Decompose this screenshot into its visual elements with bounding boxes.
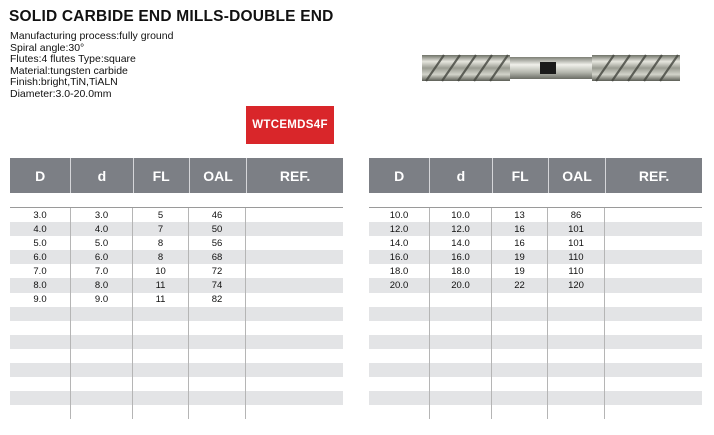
column-header-oal: OAL	[549, 158, 606, 193]
cell-oal: 110	[548, 250, 605, 264]
table-row	[10, 222, 343, 236]
table-row	[369, 321, 702, 335]
cell-oal: 101	[548, 222, 605, 236]
cell-oal: 72	[189, 264, 246, 278]
cell-d	[369, 405, 430, 419]
cell-d	[369, 293, 430, 307]
cell-ref	[246, 208, 343, 222]
table-row	[10, 377, 343, 391]
cell-ref	[605, 293, 702, 307]
spec-finish: Finish:bright,TiN,TiALN	[10, 76, 118, 89]
table-row	[10, 250, 343, 264]
column-header-oal: OAL	[190, 158, 247, 193]
cell-shank	[71, 321, 133, 335]
cell-shank	[430, 349, 492, 363]
size-table-right	[369, 158, 702, 419]
spec-flutes: Flutes:4 flutes Type:square	[10, 53, 136, 66]
cell-shank: 18.0	[430, 264, 492, 278]
cell-d	[10, 391, 71, 405]
cell-oal: 120	[548, 278, 605, 292]
cell-ref	[246, 363, 343, 377]
table-row	[369, 335, 702, 349]
table-row	[369, 363, 702, 377]
cell-d: 20.0	[369, 278, 430, 292]
cell-shank: 12.0	[430, 222, 492, 236]
cell-d: 3.0	[10, 208, 71, 222]
double-end-mill-icon	[420, 50, 682, 86]
spec-spiral: Spiral angle:30°	[10, 41, 85, 54]
page-title: SOLID CARBIDE END MILLS-DOUBLE END	[9, 8, 334, 25]
cell-oal	[189, 391, 246, 405]
cell-fl: 11	[133, 278, 189, 292]
cell-ref	[246, 222, 343, 236]
cell-fl: 16	[492, 236, 548, 250]
cell-ref	[246, 278, 343, 292]
cell-d	[10, 335, 71, 349]
cell-fl: 7	[133, 222, 189, 236]
cell-ref	[246, 335, 343, 349]
cell-ref	[605, 307, 702, 321]
cell-ref	[605, 278, 702, 292]
cell-oal: 86	[548, 208, 605, 222]
cell-ref	[246, 264, 343, 278]
cell-d	[10, 405, 71, 419]
table-row	[10, 293, 343, 307]
cell-fl	[492, 391, 548, 405]
cell-fl: 16	[492, 222, 548, 236]
cell-ref	[605, 335, 702, 349]
table-row	[369, 250, 702, 264]
cell-oal	[548, 335, 605, 349]
table-row	[10, 236, 343, 250]
cell-shank	[430, 293, 492, 307]
cell-fl: 8	[133, 250, 189, 264]
cell-shank	[430, 321, 492, 335]
cell-ref	[246, 307, 343, 321]
cell-d	[369, 349, 430, 363]
cell-ref	[605, 236, 702, 250]
cell-fl: 19	[492, 250, 548, 264]
cell-oal	[189, 349, 246, 363]
cell-fl	[492, 377, 548, 391]
cell-oal	[548, 321, 605, 335]
cell-ref	[605, 349, 702, 363]
cell-fl	[492, 293, 548, 307]
cell-oal	[548, 293, 605, 307]
cell-d	[369, 307, 430, 321]
cell-fl: 13	[492, 208, 548, 222]
cell-d	[369, 363, 430, 377]
cell-shank: 3.0	[71, 208, 133, 222]
cell-fl	[133, 321, 189, 335]
cell-fl	[133, 377, 189, 391]
cell-fl: 19	[492, 264, 548, 278]
cell-shank	[430, 405, 492, 419]
cell-fl: 22	[492, 278, 548, 292]
cell-shank	[71, 363, 133, 377]
cell-fl	[492, 405, 548, 419]
cell-oal: 56	[189, 236, 246, 250]
cell-ref	[605, 321, 702, 335]
cell-oal	[189, 321, 246, 335]
cell-oal: 68	[189, 250, 246, 264]
table-row	[369, 391, 702, 405]
cell-d	[369, 335, 430, 349]
table-row	[10, 405, 343, 419]
table-row	[10, 208, 343, 222]
column-header-fl: FL	[134, 158, 190, 193]
cell-fl	[133, 405, 189, 419]
cell-ref	[605, 250, 702, 264]
cell-d	[10, 377, 71, 391]
cell-d	[10, 349, 71, 363]
cell-oal: 74	[189, 278, 246, 292]
table-row	[369, 293, 702, 307]
cell-shank	[71, 335, 133, 349]
table-row	[369, 222, 702, 236]
cell-shank	[430, 363, 492, 377]
cell-fl	[492, 307, 548, 321]
cell-ref	[246, 250, 343, 264]
column-header-d-shank: d	[430, 158, 492, 193]
table-row	[369, 264, 702, 278]
column-header-d-shank: d	[71, 158, 133, 193]
table-row	[369, 208, 702, 222]
cell-fl: 8	[133, 236, 189, 250]
cell-fl: 5	[133, 208, 189, 222]
table-row	[10, 321, 343, 335]
table-row	[10, 264, 343, 278]
cell-ref	[246, 391, 343, 405]
column-header-d-major: D	[10, 158, 71, 193]
cell-oal	[548, 377, 605, 391]
cell-shank: 7.0	[71, 264, 133, 278]
table-header	[10, 158, 343, 193]
cell-oal	[548, 307, 605, 321]
cell-ref	[605, 391, 702, 405]
cell-shank	[71, 405, 133, 419]
cell-oal	[189, 405, 246, 419]
cell-d: 8.0	[10, 278, 71, 292]
cell-d: 7.0	[10, 264, 71, 278]
cell-ref	[605, 208, 702, 222]
cell-oal	[189, 335, 246, 349]
cell-ref	[246, 377, 343, 391]
cell-shank: 10.0	[430, 208, 492, 222]
cell-d	[369, 321, 430, 335]
cell-oal: 82	[189, 293, 246, 307]
cell-oal: 110	[548, 264, 605, 278]
cell-oal	[548, 405, 605, 419]
cell-ref	[605, 405, 702, 419]
spec-process: Manufacturing process:fully ground	[10, 30, 174, 42]
cell-d: 9.0	[10, 293, 71, 307]
cell-fl: 11	[133, 293, 189, 307]
table-row	[369, 236, 702, 250]
cell-shank: 4.0	[71, 222, 133, 236]
cell-oal: 101	[548, 236, 605, 250]
cell-ref	[246, 321, 343, 335]
cell-shank	[71, 307, 133, 321]
table-row	[10, 335, 343, 349]
cell-shank: 5.0	[71, 236, 133, 250]
cell-ref	[605, 264, 702, 278]
cell-fl: 10	[133, 264, 189, 278]
cell-oal	[548, 363, 605, 377]
cell-shank: 14.0	[430, 236, 492, 250]
column-header-d-major: D	[369, 158, 430, 193]
cell-d	[369, 377, 430, 391]
cell-shank	[430, 335, 492, 349]
cell-d	[10, 321, 71, 335]
cell-oal	[189, 363, 246, 377]
cell-shank	[430, 391, 492, 405]
table-row	[10, 391, 343, 405]
cell-d: 12.0	[369, 222, 430, 236]
cell-d	[10, 307, 71, 321]
cell-fl	[133, 307, 189, 321]
cell-ref	[246, 293, 343, 307]
spec-diameter: Diameter:3.0-20.0mm	[10, 87, 112, 100]
column-header-ref: REF.	[638, 167, 670, 184]
spec-material: Material:tungsten carbide	[10, 64, 128, 77]
cell-d: 16.0	[369, 250, 430, 264]
cell-fl	[492, 335, 548, 349]
cell-oal: 50	[189, 222, 246, 236]
table-body	[10, 207, 343, 419]
table-row	[369, 278, 702, 292]
cell-d: 10.0	[369, 208, 430, 222]
cell-ref	[605, 363, 702, 377]
table-row	[10, 307, 343, 321]
cell-d	[10, 363, 71, 377]
product-code-badge: WTCEMDS4F	[246, 106, 334, 144]
table-row	[369, 377, 702, 391]
cell-shank: 9.0	[71, 293, 133, 307]
cell-shank: 6.0	[71, 250, 133, 264]
cell-d: 18.0	[369, 264, 430, 278]
cell-fl	[133, 391, 189, 405]
size-table-left	[10, 158, 343, 419]
cell-shank	[430, 377, 492, 391]
cell-ref	[605, 377, 702, 391]
cell-fl	[492, 321, 548, 335]
cell-fl	[133, 335, 189, 349]
cell-ref	[605, 222, 702, 236]
cell-ref	[246, 236, 343, 250]
cell-d	[369, 391, 430, 405]
table-row	[10, 363, 343, 377]
cell-oal	[189, 377, 246, 391]
cell-oal	[548, 349, 605, 363]
cell-fl	[133, 363, 189, 377]
cell-shank	[71, 349, 133, 363]
cell-shank: 8.0	[71, 278, 133, 292]
table-row	[369, 349, 702, 363]
cell-shank	[71, 391, 133, 405]
cell-fl	[492, 349, 548, 363]
cell-d: 4.0	[10, 222, 71, 236]
cell-oal	[189, 307, 246, 321]
cell-fl	[492, 363, 548, 377]
cell-oal	[548, 391, 605, 405]
cell-shank: 20.0	[430, 278, 492, 292]
table-row	[369, 307, 702, 321]
table-row	[10, 278, 343, 292]
cell-d: 14.0	[369, 236, 430, 250]
table-row	[369, 405, 702, 419]
column-header-fl: FL	[493, 158, 549, 193]
cell-shank	[71, 377, 133, 391]
cell-d: 6.0	[10, 250, 71, 264]
cell-fl	[133, 349, 189, 363]
column-header-ref: REF.	[279, 167, 311, 184]
cell-d: 5.0	[10, 236, 71, 250]
cell-ref	[246, 349, 343, 363]
cell-ref	[246, 405, 343, 419]
cell-shank	[430, 307, 492, 321]
spec-list	[10, 31, 173, 101]
cell-shank: 16.0	[430, 250, 492, 264]
cell-oal: 46	[189, 208, 246, 222]
table-row	[10, 349, 343, 363]
table-header	[369, 158, 702, 193]
table-body	[369, 207, 702, 419]
